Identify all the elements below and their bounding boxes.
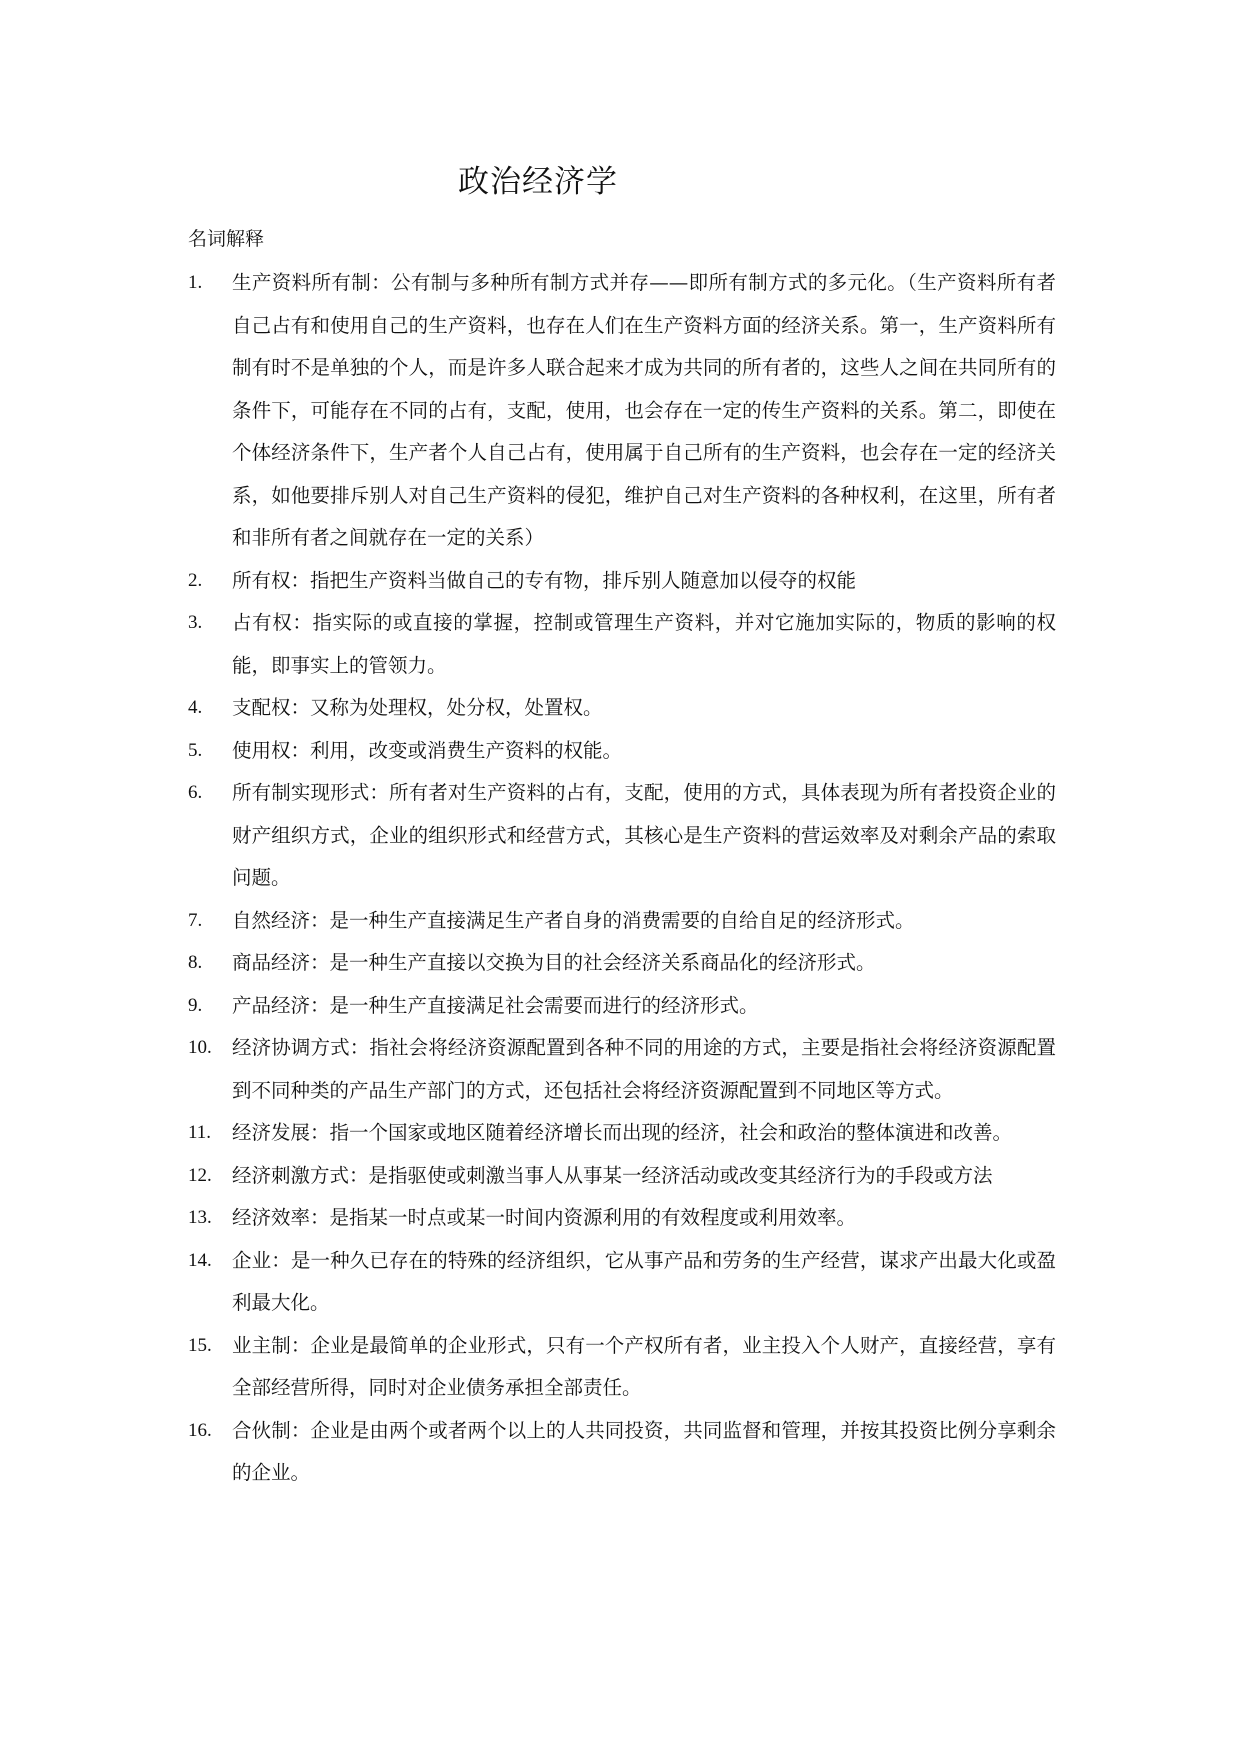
list-item — [188, 730, 1056, 773]
list-item — [188, 262, 1056, 560]
item-text: 经济刺激方式：是指驱使或刺激当事人从事某一经济活动或改变其经济行为的手段或方法 — [232, 1163, 993, 1187]
item-text: 商品经济：是一种生产直接以交换为目的社会经济关系商品化的经济形式。 — [232, 951, 876, 974]
list-item — [188, 900, 1056, 943]
item-number: 15. — [188, 1334, 212, 1356]
item-text: 经济发展：指一个国家或地区随着经济增长而出现的经济，社会和政治的整体演进和改善。 — [232, 1121, 1013, 1144]
document-title: 政治经济学 — [458, 164, 618, 200]
section-heading: 名词解释 — [188, 228, 265, 250]
item-number: 2. — [188, 569, 203, 591]
item-text: 企业：是一种久已存在的特殊的经济组织，它从事产品和劳务的生产经营，谋求产出最大化或盈利最大化。 — [232, 1248, 1056, 1314]
list-item — [188, 942, 1056, 985]
item-number: 14. — [188, 1249, 212, 1271]
item-number: 1. — [188, 272, 203, 293]
item-text: 经济协调方式：指社会将经济资源配置到各种不同的用途的方式，主要是指社会将经济资源配置到不同种类的产品生产部门的方式，还包括社会将经济资源配置到不同地区等方式。 — [232, 1036, 1056, 1102]
item-number: 6. — [188, 782, 203, 803]
list-item — [188, 687, 1056, 730]
item-text: 业主制：企业是最简单的企业形式，只有一个产权所有者，业主投入个人财产，直接经营，享有全部经营所得，同时对企业债务承担全部责任。 — [232, 1333, 1056, 1399]
item-number: 10. — [188, 1037, 212, 1058]
list-item — [188, 985, 1056, 1028]
item-text: 合伙制：企业是由两个或者两个以上的人共同投资，共同监督和管理，并按其投资比例分享剩余的企业。 — [232, 1418, 1056, 1484]
list-item — [188, 1155, 1056, 1198]
item-text: 支配权：又称为处理权，处分权，处置权。 — [232, 696, 603, 719]
list-item — [188, 602, 1056, 687]
list-item — [188, 1112, 1056, 1155]
item-text: 使用权：利用，改变或消费生产资料的权能。 — [232, 738, 623, 762]
definition-list — [188, 262, 1056, 1495]
item-text: 自然经济：是一种生产直接满足生产者自身的消费需要的自给自足的经济形式。 — [232, 908, 915, 932]
item-number: 16. — [188, 1419, 212, 1441]
item-number: 9. — [188, 994, 203, 1016]
list-item — [188, 1027, 1056, 1112]
list-item — [188, 772, 1056, 900]
item-number: 3. — [188, 612, 203, 633]
item-number: 4. — [188, 697, 203, 718]
item-text: 所有权：指把生产资料当做自己的专有物，排斥别人随意加以侵夺的权能 — [232, 568, 857, 592]
item-number: 7. — [188, 909, 203, 931]
item-text: 所有制实现形式：所有者对生产资料的占有，支配，使用的方式，具体表现为所有者投资企业的财产组织方式，企业的组织形式和经营方式，其核心是生产资料的营运效率及对剩余产品的索取问题。 — [232, 781, 1056, 889]
item-text: 产品经济：是一种生产直接满足社会需要而进行的经济形式。 — [232, 993, 759, 1017]
list-item — [188, 1197, 1056, 1240]
item-number: 11. — [188, 1122, 212, 1143]
item-text: 生产资料所有制：公有制与多种所有制方式并存——即所有制方式的多元化。（生产资料所有者自己占有和使用自己的生产资料，也存在人们在生产资料方面的经济关系。第一，生产资料所有制有时不是单独的个人，而是许多人联合起来才成为共同的所有者的，这些人之间在共同所有的条件下，可能存在不同的占有，支配，使用，也会存在一定的传生产资料的关系。第二，即使在个体经济条件下，生产者个人自己占有，使用属于自己所有的生产资料，也会存在一定的经济关系，如他要排斥别人对自己生产资料的侵犯，维护自己对生产资料的各种权利，在这里，所有者和非所有者之间就存在一定的关系） — [232, 271, 1056, 549]
item-number: 8. — [188, 952, 203, 973]
item-number: 12. — [188, 1164, 212, 1186]
list-item — [188, 1240, 1056, 1325]
list-item — [188, 1410, 1056, 1495]
item-number: 5. — [188, 739, 203, 761]
item-text: 占有权：指实际的或直接的掌握，控制或管理生产资料，并对它施加实际的，物质的影响的权能，即事实上的管领力。 — [232, 611, 1056, 677]
list-item — [188, 1325, 1056, 1410]
item-number: 13. — [188, 1207, 212, 1228]
list-item — [188, 560, 1056, 603]
item-text: 经济效率：是指某一时点或某一时间内资源利用的有效程度或利用效率。 — [232, 1206, 857, 1229]
